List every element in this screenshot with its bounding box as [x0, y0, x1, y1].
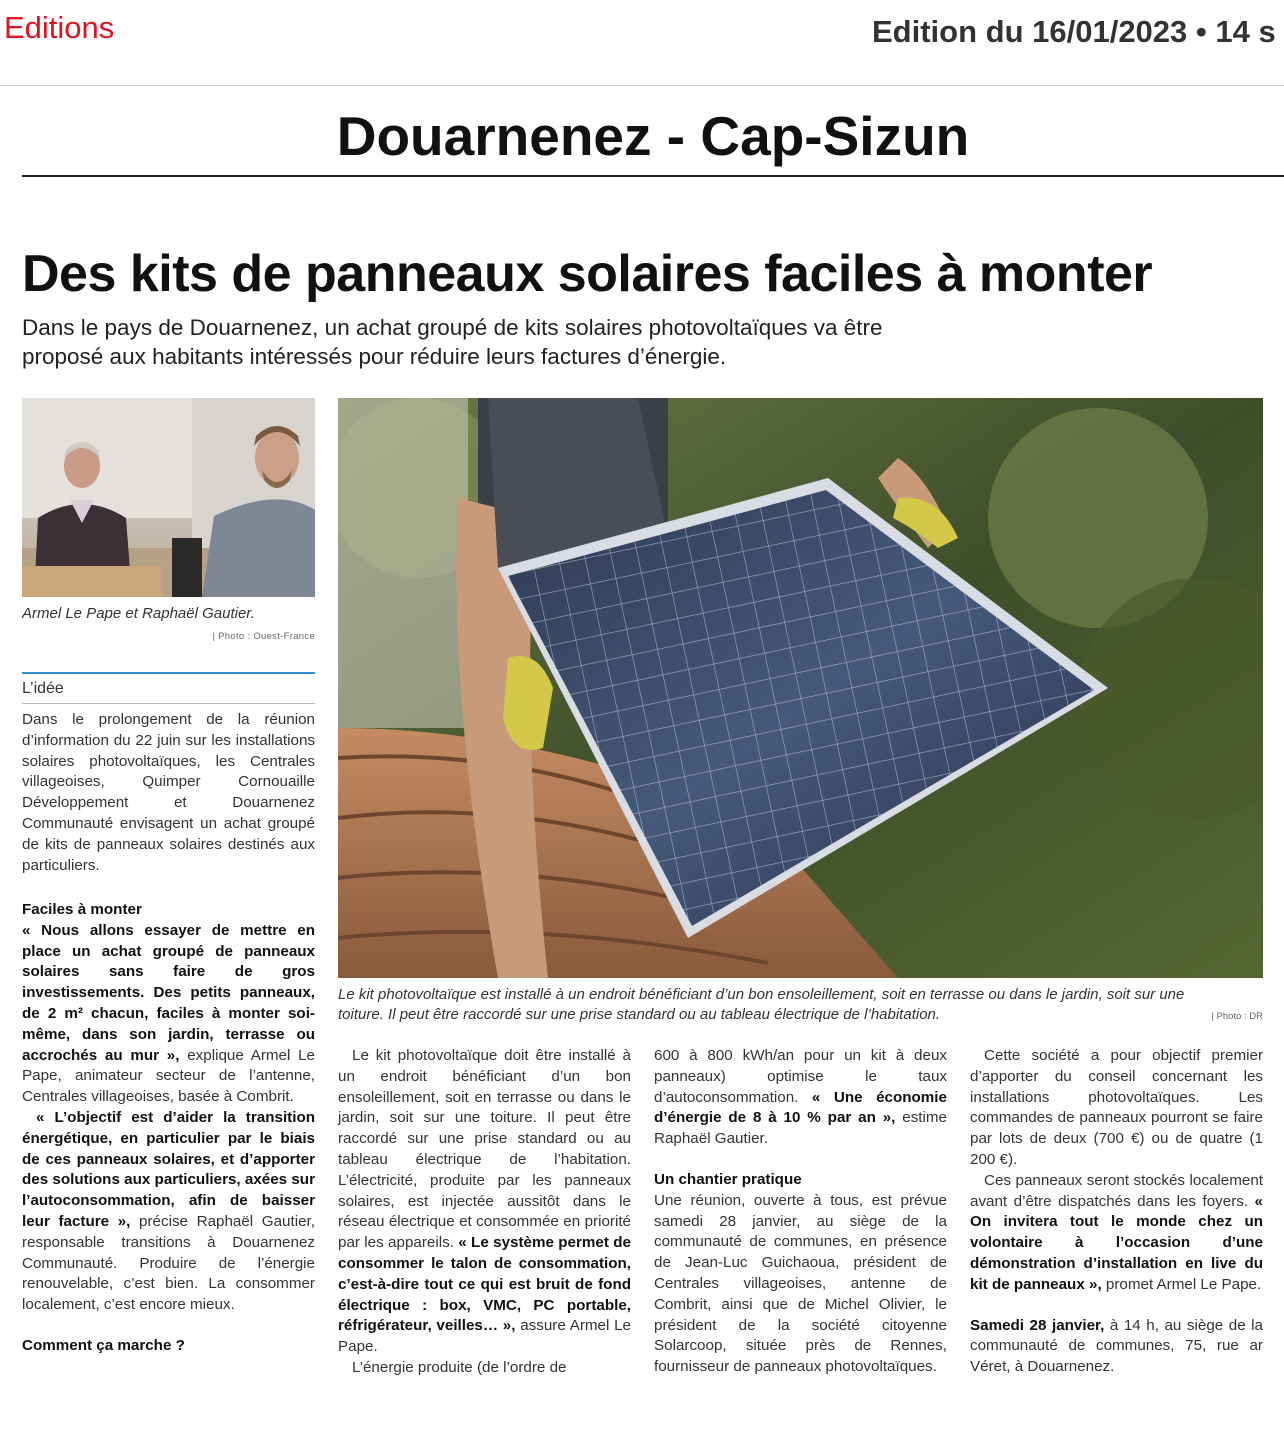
quote-economie: « Une économie d’énergie de 8 à 10 % par an », [654, 1088, 947, 1127]
portrait-caption: Armel Le Pape et Raphaël Gautier. [22, 605, 255, 622]
col1-p1-rest: explique Armel Le Pape, animateur secteur de l’antenne, Centrales villageoises, basée à Combrit. [22, 1046, 315, 1106]
idee-top-rule [22, 672, 315, 674]
quote-raphael: « L’objectif est d’aider la transition énergétique, en particulier par le biais de ces panneaux solaires, et d’apporter des solutions aux particuliers, axées sur l’autoconsommation, afin de baisser leur facture », [22, 1108, 315, 1230]
col2-p1-rest: assure Armel Le Pape. [338, 1317, 631, 1356]
idee-text: Dans le prolongement de la réunion d’information du 22 juin sur les installations solaires photovoltaïques, les Centrales villageoises, Quimper Cornouaille Développement et Douarnenez Communauté envisagent un achat groupé de kits de panneaux solaires destinés aux particuliers. [22, 711, 315, 874]
portrait-photo-illustration [22, 398, 315, 597]
column-4 [970, 1046, 1263, 1378]
portrait-photo[interactable] [22, 398, 315, 597]
event-date: Samedi 28 janvier, [970, 1316, 1105, 1334]
event-details: à 14 h, au siège de la communauté de communes, 75, rue ar Véret, à Douarnenez. [970, 1316, 1263, 1376]
col4-p2: Ces panneaux seront stockés localement avant d’être dispatchés dans les foyers. [970, 1171, 1263, 1210]
col3-p2: Une réunion, ouverte à tous, est prévue samedi 28 janvier, au siège de la communauté de communes, en présence de Jean-Luc Guichaoua, président de Centrales villageoises, antenne de Combrit, ainsi que de Michel Olivier, le président de la société citoyenne Solarcoop, située près de Rennes, fournisseur de panneaux photovoltaïques. [654, 1191, 947, 1376]
quote-armel: « Nous allons essayer de mettre en place un achat groupé de panneaux solaires sans faire de gros investissements. Des petits panneaux, de 2 m² chacun, faciles à monter soi-même, dans son jardin, terrasse ou accrochés au mur », [22, 921, 315, 1064]
editions-link[interactable]: Editions [4, 10, 115, 45]
solar-panel-illustration [338, 398, 1263, 978]
col2-p2: L’énergie produite (de l’ordre de [352, 1358, 567, 1376]
article-chapo: Dans le pays de Douarnenez, un achat groupé de kits solaires photovoltaïques va être proposé aux habitants intéressés pour réduire leurs factures d’énergie. [22, 315, 883, 369]
subheading-comment: Comment ça marche ? [22, 1336, 185, 1354]
idee-bottom-rule [22, 703, 315, 704]
section-divider [22, 175, 1284, 177]
portrait-credit: | Photo : Ouest-France [212, 631, 315, 642]
photo-credit: | Photo : DR [1211, 1011, 1263, 1022]
article-headline: Des kits de panneaux solaires faciles à monter [22, 245, 1153, 303]
col4-p1: Cette société a pour objectif premier d’apporter du conseil concernant les installations photovoltaïques. Les commandes de panneaux pourront se faire par lots de deux (700 €) ou de quatre (1 200 €). [970, 1047, 1263, 1168]
solar-panel-photo[interactable] [338, 398, 1263, 978]
col3-p1: 600 à 800 kWh/an pour un kit à deux panneaux) optimise le taux d’autoconsommation. [654, 1047, 947, 1106]
column-2 [338, 1046, 631, 1379]
col3-p1-rest: estime Raphaël Gautier. [654, 1109, 947, 1148]
column-3 [654, 1046, 947, 1378]
edition-date: Edition du 16/01/2023 • 14 s [872, 14, 1276, 49]
quote-invitera: « On invitera tout le monde chez un volontaire à l’occasion d’une démonstration d’installation en live du kit de panneaux », [970, 1192, 1263, 1293]
subheading-chantier: Un chantier pratique [654, 1170, 802, 1188]
col1-p2-rest: précise Raphaël Gautier, responsable transitions à Douarnenez Communauté. Produire de l’énergie renouvelable, c’est bien. La consommer localement, c’est encore mieux. [22, 1212, 315, 1314]
column-1 [22, 900, 315, 1357]
top-bar [0, 0, 1284, 86]
col2-p1: Le kit photovoltaïque doit être installé à un endroit bénéficiant d’un bon ensoleillement, soit en terrasse ou dans le jardin, soit sur une toiture. Il peut être raccordé sur une prise standard ou au tableau électrique de l’habitation. L’électricité, produite par les panneaux solaires, est injectée aussitôt dans le réseau électrique et consommée en priorité par les appareils. [338, 1047, 631, 1252]
subheading-faciles: Faciles à monter [22, 901, 142, 918]
idee-text-block [22, 710, 315, 876]
quote-systeme: « Le système permet de consommer le talon de consommation, c’est-à-dire tout ce qui est bruit de fond électrique : box, VMC, PC portable, réfrigérateur, veilles… », [338, 1234, 631, 1335]
idee-title: L’idée [22, 680, 64, 697]
section-title: Douarnenez - Cap-Sizun [336, 105, 970, 167]
photo-caption: Le kit photovoltaïque est installé à un endroit bénéficiant d’un bon ensoleillement, soit en terrasse ou dans le jardin, soit sur une toiture. Il peut être raccordé sur une prise standard ou au tableau électrique de l’habitation. [338, 986, 1185, 1023]
col4-p2-rest: promet Armel Le Pape. [1101, 1275, 1262, 1293]
